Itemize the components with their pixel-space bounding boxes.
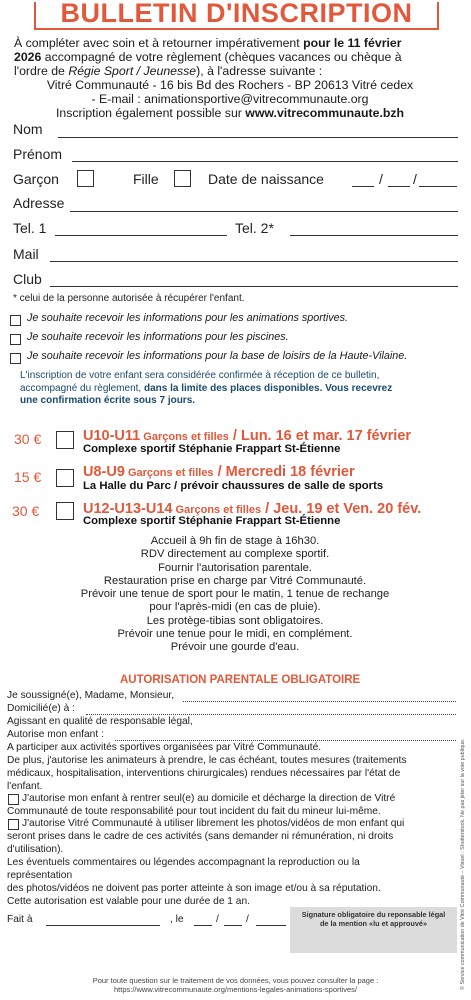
tel1-label: Tel. 1 [13, 220, 47, 236]
photos-text-1: J'autorise Vitré Communauté à utiliser librement les photos/vidéos de mon enfant qui [22, 818, 405, 829]
plus-text-2: médicaux, hospitalisation, interventions chirurgicales) rendues nécessaires par l'état de [7, 768, 401, 779]
autorise-label: Autorise mon enfant : [7, 729, 104, 740]
garcon-checkbox[interactable] [77, 170, 94, 187]
info-option-label: Je souhaite recevoir les informations pour la base de loisirs de la Haute-Vilaine. [27, 350, 408, 362]
intro-email: - E-mail : animationsportive@vitrecommunaute.org [91, 92, 369, 106]
stage-ages: U12-U13-U14 [83, 501, 173, 517]
adresse-field[interactable] [70, 211, 458, 212]
stage-location: Complexe sportif Stéphanie Frappart St-Étienne [83, 443, 341, 455]
tel2-field[interactable] [290, 235, 458, 236]
stage-price: 15 € [14, 469, 42, 485]
intro-website [10, 106, 450, 120]
enfant-field[interactable] [115, 740, 456, 741]
plus-text-3: l'enfant. [7, 781, 43, 792]
programme-line: RDV directement au complexe sportif. [140, 548, 330, 561]
info-option-checkbox[interactable] [10, 315, 21, 326]
photos-checkbox[interactable] [8, 819, 19, 830]
prenom-field[interactable] [72, 161, 458, 162]
birth-month-field[interactable] [388, 186, 410, 187]
footer-link[interactable]: https://www.vitrecommunaute.org/mentions-legales-animations-sportives/ [113, 985, 358, 994]
programme [10, 535, 460, 655]
programme-line: Restauration prise en charge par Vitré Communauté. [103, 574, 367, 587]
rentrer-seul-checkbox[interactable] [8, 794, 19, 805]
info-option-label: Je souhaite recevoir les informations pour les animations sportives. [27, 312, 349, 324]
tel1-field[interactable] [55, 235, 227, 236]
stage-dates: / Jeu. 19 et Ven. 20 fév. [261, 501, 422, 517]
adresse-label: Adresse [13, 195, 65, 211]
mail-label: Mail [13, 246, 39, 262]
confirmation-part: accompagné du règlement, [20, 382, 144, 394]
mail-field[interactable] [50, 261, 458, 262]
side-credit: © Service communication de Vitré Communauté – Visuel : Shutterstock. Ne pas jeter sur la voie publique. [460, 738, 466, 990]
club-label: Club [13, 271, 42, 287]
comment-text-3: des photos/vidéos ne doivent pas porter atteinte à son image et/ou à sa réputation. [7, 883, 381, 894]
le-label: , le [170, 914, 184, 925]
domicilie-field[interactable] [86, 714, 456, 715]
photos-text-3: d'utilisation). [7, 844, 64, 855]
fille-checkbox[interactable] [174, 170, 191, 187]
rentrer-seul-text-1: J'autorise mon enfant à rentrer seul(e) au domicile et décharge la direction de Vitré [22, 793, 396, 804]
prenom-label: Prénom [13, 146, 63, 162]
signature-instruction: Signature obligatoire du reponsable légal de la mention «lu et approuvé» [301, 910, 446, 928]
intro-text: Inscription également possible sur [55, 106, 246, 120]
comment-text-1: Les éventuels commentaires ou légendes accompagnant la reproduction ou la [7, 857, 360, 868]
nom-field[interactable] [58, 137, 458, 138]
stage-gender: Garçons et filles [124, 467, 214, 479]
nom-label: Nom [13, 121, 43, 137]
soussigne-field[interactable] [183, 701, 456, 702]
intro-text: l'ordre de [14, 64, 69, 78]
sign-day-field[interactable] [194, 925, 212, 926]
garcon-label: Garçon [13, 171, 59, 187]
date-separator: / [413, 171, 417, 187]
deadline-year: 2026 [14, 50, 42, 64]
info-option-checkbox[interactable] [10, 353, 21, 364]
document-title: BULLETIN D'INSCRIPTION [60, 0, 413, 28]
participer-text: A participer aux activités sportives organisées par Vitré Communauté. [7, 742, 322, 753]
qualite-text: Agissant en qualité de responsable légal, [7, 716, 193, 727]
intro-text: À compléter avec soin et à retourner impérativement [14, 36, 304, 50]
title-box [34, 2, 439, 30]
soussigne-label: Je soussigné(e), Madame, Monsieur, [7, 690, 175, 701]
fille-label: Fille [133, 171, 159, 187]
programme-line: Prévoir une gourde d'eau. [170, 641, 300, 654]
payee: Régie Sport / Jeunesse [68, 64, 197, 78]
footer-line: Pour toute question sur le traitement de vos données, vous pouvez consulter la page : [92, 976, 379, 985]
club-field[interactable] [50, 286, 458, 287]
info-option-base [27, 350, 407, 362]
fait-a-label: Fait à [7, 914, 33, 925]
programme-line: Prévoir une tenue de sport pour le matin, 1 tenue de rechange [80, 588, 390, 601]
confirmation-emphasis: dans la limite des places disponibles. Vous recevrez [143, 382, 393, 394]
stage-checkbox[interactable] [56, 431, 74, 449]
intro-text: ), à l'adresse suivante : [196, 64, 323, 78]
photos-text-2: seront prises dans le cadre de ces activités (sans demander ni rémunération, ni droits [7, 831, 394, 842]
programme-line: Prévoir une tenue pour le midi, en complément. [117, 628, 353, 641]
stage-title [83, 463, 355, 481]
stage-dates: / Mercredi 18 février [213, 464, 355, 480]
intro-address: Vitré Communauté - 16 bis Bd des Rochers - BP 20613 Vitré cedex [46, 78, 414, 92]
confirmation-text [20, 370, 460, 408]
plus-text-1: De plus, j'autorise les animateurs à prendre, le cas échéant, toutes mesures (traitements [7, 755, 407, 766]
intro-line-1 [14, 36, 454, 50]
confirmation-line [20, 383, 460, 396]
intro-line-2 [14, 50, 454, 64]
stage-gender: Garçons et filles [172, 504, 262, 516]
confirmation-line: une confirmation écrite sous 7 jours. [20, 395, 196, 406]
stage-dates: / Lun. 16 et mar. 17 février [228, 428, 412, 444]
stage-checkbox[interactable] [56, 469, 74, 487]
info-option-checkbox[interactable] [10, 334, 21, 345]
stage-ages: U8-U9 [83, 464, 125, 480]
fait-a-field[interactable] [46, 925, 160, 926]
date-separator: / [379, 171, 383, 187]
programme-line: Accueil à 9h fin de stage à 16h30. [150, 535, 320, 547]
confirmation-line: L'inscription de votre enfant sera considérée confirmée à réception de ce bulletin, [20, 370, 380, 381]
info-option-sport [27, 312, 348, 324]
intro-text: accompagné de votre règlement (chèques vacances ou chèque à [41, 50, 402, 64]
tel2-label: Tel. 2* [235, 220, 274, 236]
stage-ages: U10-U11 [83, 428, 141, 444]
info-option-label: Je souhaite recevoir les informations pour les piscines. [27, 331, 289, 343]
website-link[interactable]: www.vitrecommunaute.bzh [245, 106, 405, 120]
stage-gender: Garçons et filles [140, 431, 229, 443]
domicilie-label: Domicilié(e) à : [7, 703, 75, 714]
programme-line: Fournir l'autorisation parentale. [158, 561, 312, 574]
stage-location: La Halle du Parc / prévoir chaussures de salle de sports [83, 480, 384, 492]
date-naissance-label: Date de naissance [208, 171, 324, 187]
deadline: pour le 11 février [303, 36, 402, 50]
info-option-piscine [27, 331, 289, 343]
tel2-note: * celui de la personne autorisée à récupérer l'enfant. [13, 293, 245, 304]
intro-line-3 [14, 64, 454, 78]
stage-price: 30 € [12, 503, 40, 519]
sign-month-field[interactable] [224, 925, 242, 926]
authorization-title: AUTORISATION PARENTALE OBLIGATOIRE [120, 674, 361, 686]
sign-date-separator: / [216, 914, 219, 925]
stage-checkbox[interactable] [56, 502, 74, 520]
programme-line: Les protège-tibias sont obligatoires. [146, 614, 324, 627]
comment-text-4: Cette autorisation est valable pour une durée de 1 an. [7, 896, 250, 907]
birth-year-field[interactable] [419, 186, 457, 187]
birth-day-field[interactable] [352, 186, 374, 187]
footer [0, 976, 471, 994]
sign-year-field[interactable] [256, 925, 286, 926]
rentrer-seul-text-2: Communauté de toute responsabilité pour tout incident du fait du mineur lui-même. [7, 806, 381, 817]
sign-date-separator: / [246, 914, 249, 925]
programme-line: pour l'après-midi (en cas de pluie). [149, 601, 321, 614]
stage-price: 30 € [14, 431, 42, 447]
stage-location: Complexe sportif Stéphanie Frappart St-Étienne [83, 515, 341, 527]
comment-text-2: représentation [7, 870, 73, 881]
signature-box[interactable] [290, 907, 457, 953]
